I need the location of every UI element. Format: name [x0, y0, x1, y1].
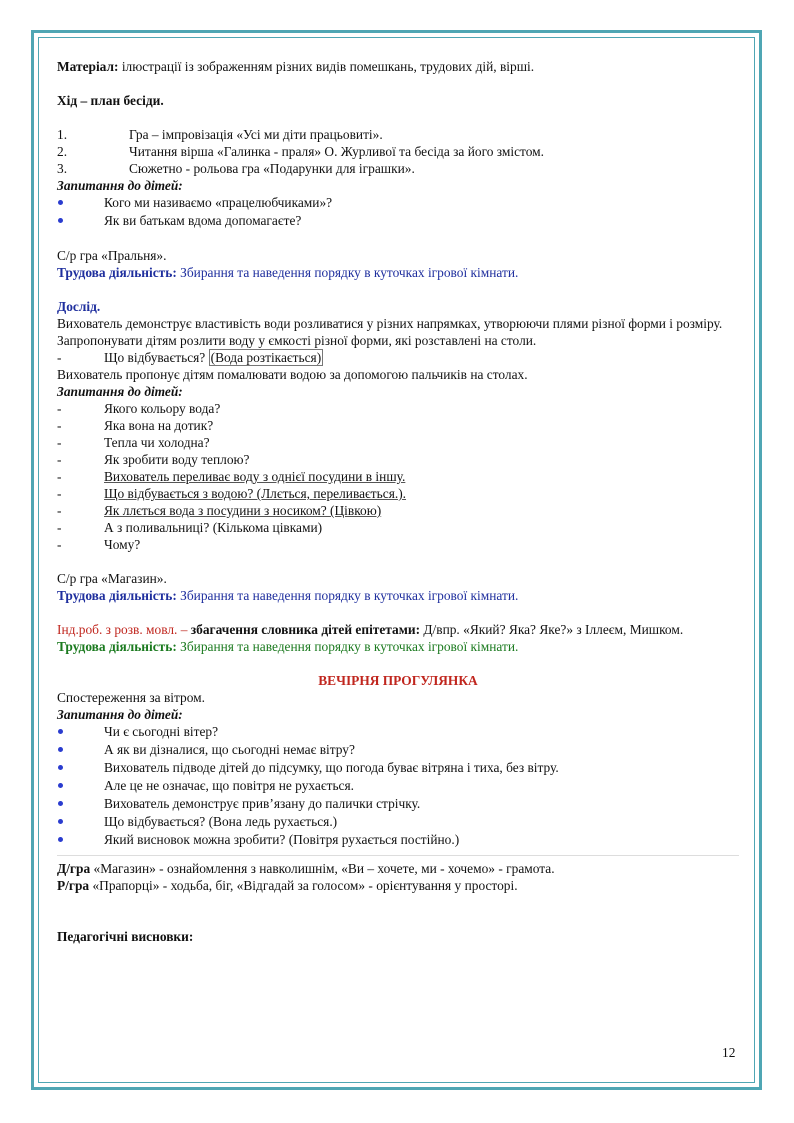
question-item: [57, 795, 739, 813]
document-body: [57, 58, 739, 945]
individual-work: [57, 621, 739, 638]
question-text: Вихователь демонструє прив’язану до палички стрічку.: [104, 796, 421, 811]
dash-marker: -: [57, 350, 62, 365]
question-text: Тепла чи холодна?: [104, 435, 210, 450]
questions-heading: Запитання до дітей:: [57, 707, 183, 722]
experiment-question: [57, 349, 739, 366]
experiment-answer: (Вода розтікається): [210, 350, 322, 365]
labor-text: Збирання та наведення порядку в куточках ігрової кімнати.: [176, 588, 519, 603]
labor-label: Трудова діяльність:: [57, 265, 177, 280]
question-text: А як ви дізналися, що сьогодні немає вітру?: [104, 742, 355, 757]
question-item: [57, 777, 739, 795]
question-item: [57, 813, 739, 831]
page-number: 12: [722, 1045, 736, 1060]
labor-activity-3: [57, 638, 739, 655]
question-item: [57, 194, 739, 212]
question-text: Чому?: [104, 537, 141, 552]
question-item: - Що відбувається з водою? (Ллється, переливається.).: [57, 486, 407, 501]
labor-activity-2: [57, 587, 739, 604]
labor-label: Трудова діяльність:: [57, 639, 177, 654]
plan-item-text: Гра – імпровізація «Усі ми діти працьовиті».: [129, 127, 383, 142]
plan-heading: Хід – план бесіди.: [57, 93, 164, 108]
plan-list: [57, 126, 739, 177]
questions-list-3: [57, 723, 739, 849]
bullet-icon: [57, 777, 104, 795]
questions-list-1: [57, 194, 739, 230]
plan-item-number: 1.: [57, 127, 68, 142]
mob-game-label: Р/гра: [57, 878, 90, 893]
experiment-heading: Дослід.: [57, 299, 101, 314]
question-item: - Як зробити воду теплою?: [57, 452, 250, 467]
individual-bold: збагачення словника дітей епітетами:: [190, 622, 421, 637]
question-text: А з поливальниці? (Кількома цівками): [104, 520, 323, 535]
question-text: Що відбувається з водою? (Ллється, переливається.).: [104, 486, 407, 501]
bullet-icon: [57, 831, 104, 849]
bullet-icon: [57, 194, 104, 212]
question-item: - Якого кольору вода?: [57, 401, 221, 416]
individual-label: Інд.роб. з розв. мовл. –: [57, 622, 191, 637]
plan-item: [57, 126, 739, 143]
labor-text: Збирання та наведення порядку в куточках ігрової кімнати.: [176, 639, 519, 654]
sr-game-2: С/р гра «Магазин».: [57, 571, 167, 586]
question-text: Як зробити воду теплою?: [104, 452, 250, 467]
question-text: Вихователь підводе дітей до підсумку, що погода буває вітряна і тиха, без вітру.: [104, 760, 559, 775]
bullet-icon: [57, 759, 104, 777]
question-item: - А з поливальниці? (Кількома цівками): [57, 520, 323, 535]
question-text: Кого ми називаємо «працелюбчиками»?: [104, 195, 333, 210]
experiment-paragraph-3: Вихователь пропонує дітям помалювати водою за допомогою пальчиків на столах.: [57, 367, 528, 382]
plan-item-number: 3.: [57, 161, 68, 176]
question-item: [57, 831, 739, 849]
question-text: Як ллється вода з посудини з носиком? (Цівкою): [104, 503, 382, 518]
bullet-icon: [57, 212, 104, 230]
evening-walk-title: ВЕЧІРНЯ ПРОГУЛЯНКА: [318, 673, 478, 688]
question-item: [57, 741, 739, 759]
did-game-line: [57, 860, 739, 877]
conclusions-heading: Педагогічні висновки:: [57, 929, 194, 944]
labor-label: Трудова діяльність:: [57, 588, 177, 603]
experiment-question-text: Що відбувається?: [104, 350, 209, 365]
plan-item-text: Читання вірша «Галинка - праля» О. Журливої та бесіда за його змістом.: [129, 144, 544, 159]
question-item: - Як ллється вода з посудини з носиком? (Цівкою): [57, 503, 382, 518]
sr-game-1: С/р гра «Пральня».: [57, 248, 167, 263]
individual-text: Д/впр. «Який? Яка? Яке?» з Іллеєм, Мишком.: [420, 622, 684, 637]
material-text: ілюстрації із зображенням різних видів помешкань, трудових дій, вірші.: [118, 59, 535, 74]
question-item: - Яка вона на дотик?: [57, 418, 214, 433]
bullet-icon: [57, 813, 104, 831]
plan-item: [57, 143, 739, 160]
question-item: [57, 212, 739, 230]
plan-item: [57, 160, 739, 177]
labor-text: Збирання та наведення порядку в куточках ігрової кімнати.: [176, 265, 519, 280]
bullet-icon: [57, 795, 104, 813]
question-text: Вихователь переливає воду з однієї посудини в іншу.: [104, 469, 406, 484]
bullet-icon: [57, 723, 104, 741]
labor-activity-1: [57, 264, 739, 281]
did-game-label: Д/гра: [57, 861, 91, 876]
question-text: Якого кольору вода?: [104, 401, 221, 416]
material-line: [57, 58, 739, 75]
question-text: Чи є сьогодні вітер?: [104, 724, 219, 739]
question-text: Який висновок можна зробити? (Повітря рухається постійно.): [104, 832, 460, 847]
bullet-icon: [57, 741, 104, 759]
questions-heading: Запитання до дітей:: [57, 384, 183, 399]
plan-item-number: 2.: [57, 144, 68, 159]
question-text: Яка вона на дотик?: [104, 418, 214, 433]
plan-item-text: Сюжетно - рольова гра «Подарунки для іграшки».: [129, 161, 415, 176]
questions-list-2: [57, 400, 739, 553]
mob-game-text: «Прапорці» - ходьба, біг, «Відгадай за голосом» - орієнтування у просторі.: [89, 878, 518, 893]
question-item: [57, 759, 739, 777]
question-text: Але це не означає, що повітря не рухається.: [104, 778, 355, 793]
did-game-text: «Магазин» - ознайомлення з навколишнім, «Ви – хочете, ми - хочемо» - грамота.: [90, 861, 555, 876]
question-text: Що відбувається? (Вона ледь рухається.): [104, 814, 338, 829]
question-item: - Чому?: [57, 537, 141, 552]
questions-heading: Запитання до дітей:: [57, 178, 183, 193]
wind-observation: Спостереження за вітром.: [57, 690, 205, 705]
experiment-paragraph-2: Запропонувати дітям розлити воду у ємкості різної форми, які розставлені на столи.: [57, 333, 537, 348]
question-item: - Тепла чи холодна?: [57, 435, 210, 450]
question-item: - Вихователь переливає воду з однієї посудини в іншу.: [57, 469, 406, 484]
experiment-paragraph-1: Вихователь демонструє властивість води розливатися у різних напрямках, утворюючи плями різної форми і розміру.: [57, 316, 723, 331]
question-text: Як ви батькам вдома допомагаєте?: [104, 213, 302, 228]
mob-game-line: [57, 877, 739, 894]
divider: [57, 855, 739, 856]
question-item: [57, 723, 739, 741]
material-label: Матеріал:: [57, 59, 119, 74]
